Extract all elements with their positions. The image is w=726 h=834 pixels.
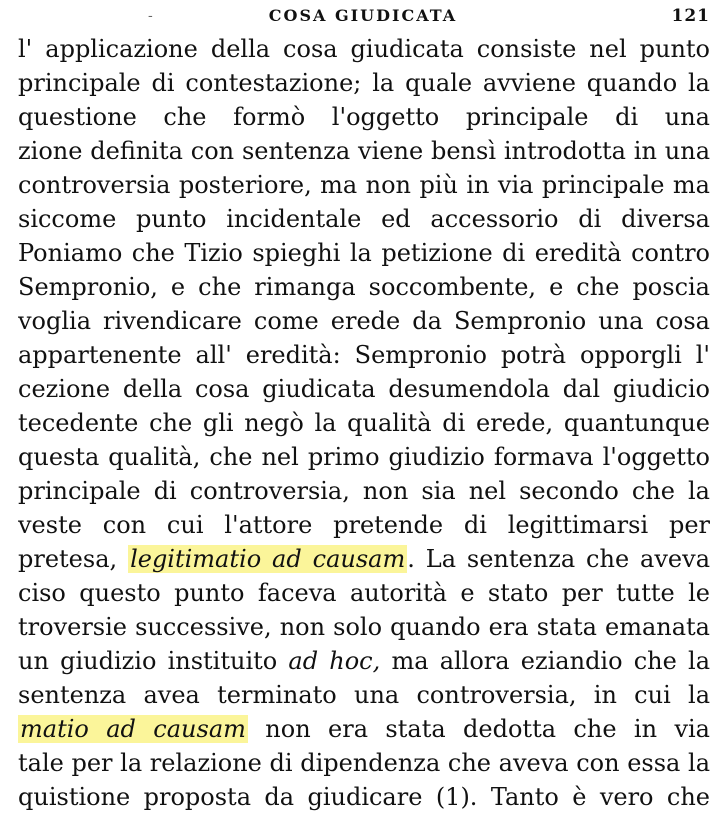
page-number: 121 [671, 6, 710, 26]
text-line [18, 440, 710, 474]
text-segment: appartenente all' eredità: Sempronio potrà opporgli l' [18, 341, 710, 369]
text-line [18, 712, 710, 746]
text-segment: tecedente che gli negò la qualità di erede, quantunque [18, 409, 710, 437]
text-segment: l' applicazione della cosa giudicata consiste nel punto [18, 35, 710, 63]
text-segment: . La sentenza che aveva [407, 545, 710, 573]
text-line [18, 678, 710, 712]
text-segment: siccome punto incidentale ed accessorio di diversa [18, 205, 710, 233]
text-segment: un giudizio instituito [18, 647, 289, 675]
text-line [18, 780, 710, 814]
text-line [18, 644, 710, 678]
text-line [18, 236, 710, 270]
text-segment: Poniamo che Tizio spieghi la petizione di eredità contro [18, 239, 710, 267]
text-line [18, 338, 710, 372]
text-line [18, 134, 710, 168]
text-line [18, 508, 710, 542]
text-segment: non era stata dedotta che in via [265, 715, 710, 743]
text-line [18, 474, 710, 508]
text-segment: voglia rivendicare come erede da Sempronio una cosa [18, 307, 710, 335]
text-segment: sentenza avea terminato una controversia, in cui la [18, 681, 710, 709]
text-segment: ma allora eziandio che la [380, 647, 710, 675]
text-line [18, 304, 710, 338]
italic-phrase: ad hoc, [288, 647, 381, 675]
text-segment: cezione della cosa giudicata desumendola dal giudicio [18, 375, 710, 403]
text-segment: ciso questo punto faceva autorità e stato per tutte le [18, 579, 710, 607]
text-line [18, 406, 710, 440]
highlighted-phrase: matio ad causam [20, 715, 246, 743]
text-segment: zione definita con sentenza viene bensì introdotta in una [18, 137, 710, 165]
text-segment: questa qualità, che nel primo giudizio formava l'oggetto [18, 443, 710, 471]
text-line [18, 168, 710, 202]
text-segment: Sempronio, e che rimanga soccombente, e che poscia [18, 273, 710, 301]
text-line [18, 270, 710, 304]
header-mark: - [148, 8, 153, 24]
text-segment: quistione proposta da giudicare (1). Tanto è vero che [18, 783, 710, 811]
text-segment: veste con cui l'attore pretende di legittimarsi per [18, 511, 710, 539]
text-line [18, 32, 710, 66]
text-segment: questione che formò l'oggetto principale di una [18, 103, 710, 131]
text-segment: principale di controversia, non sia nel secondo che la [18, 477, 710, 505]
text-line [18, 100, 710, 134]
text-line [18, 372, 710, 406]
running-header [0, 4, 726, 30]
highlighted-phrase: legitimatio ad causam [130, 545, 406, 573]
text-segment: controversia posteriore, ma non più in via principale ma [18, 171, 710, 199]
text-line [18, 542, 710, 576]
text-line [18, 66, 710, 100]
text-segment: pretesa, [18, 545, 129, 573]
text-line [18, 610, 710, 644]
text-line [18, 202, 710, 236]
text-line [18, 746, 710, 780]
running-title: COSA GIUDICATA [268, 6, 458, 25]
text-segment: tale per la relazione di dipendenza che aveva con essa la [18, 749, 710, 777]
text-segment: principale di contestazione; la quale avviene quando la [18, 69, 710, 97]
text-line [18, 576, 710, 610]
text-segment: troversie successive, non solo quando era stata emanata [18, 613, 710, 641]
body-text [18, 32, 710, 814]
